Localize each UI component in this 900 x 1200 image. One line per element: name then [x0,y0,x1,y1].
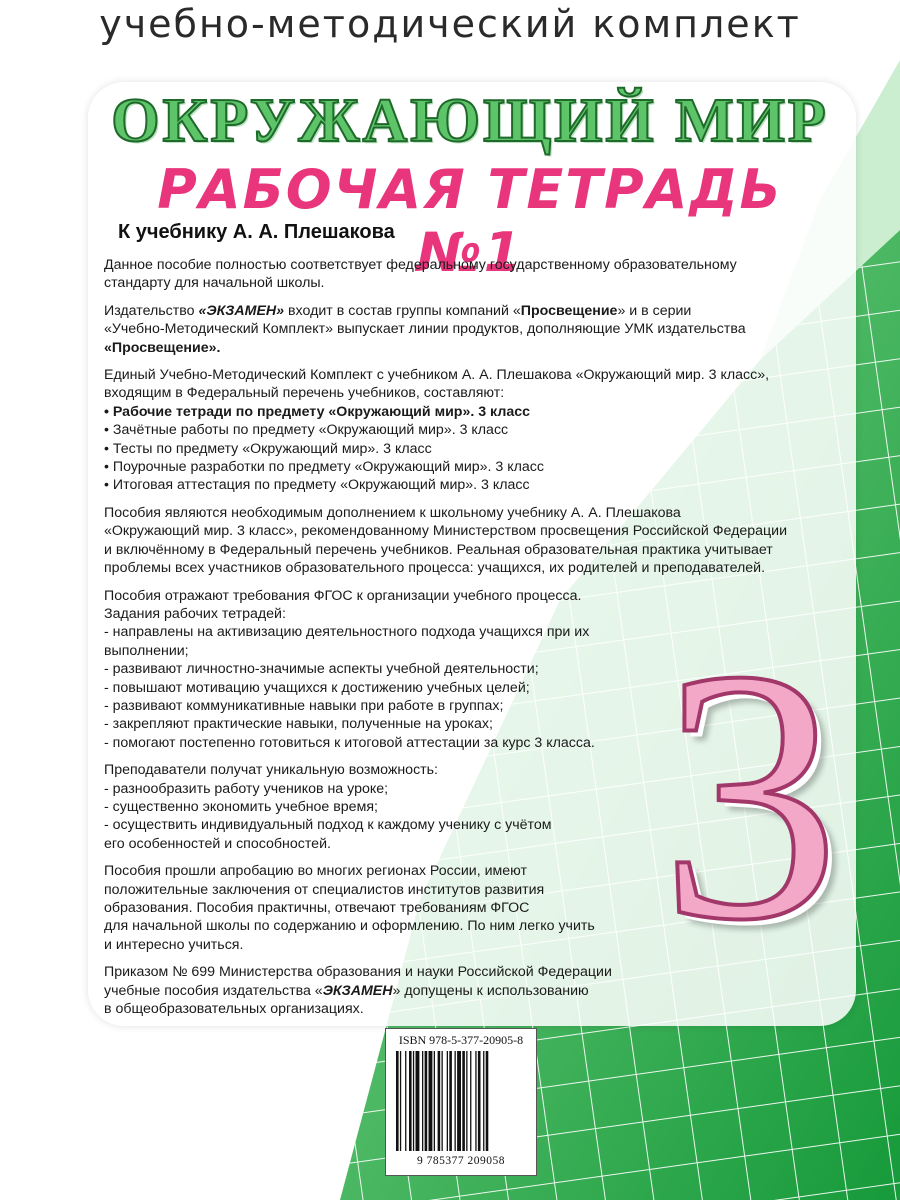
text-line: входящим в Федеральный перечень учебников, составляют: [104,385,505,402]
barcode-icon [394,1051,528,1151]
umk-list-item: • Итоговая аттестация по предмету «Окружающий мир». 3 класс [104,477,530,494]
text-line: выполнении; [104,642,189,659]
umk-list-item: • Поурочные разработки по предмету «Окружающий мир». 3 класс [104,459,544,476]
author-line: К учебнику А. А. Плешакова [118,221,395,243]
text-line: - закрепляют практические навыки, полученные на уроках; [104,716,493,733]
text-line: образования. Пособия практичны, отвечают требованиям ФГОС [104,900,530,916]
paragraph-umk [104,366,844,495]
text-line: - существенно экономить учебное время; [104,798,378,815]
book-subtitle: РАБОЧАЯ ТЕТРАДЬ №1 [157,158,783,284]
text-line: - направлены на активизацию деятельностного подхода учащихся при их [104,624,590,641]
text-line: - развивают коммуникативные навыки при работе в группах; [104,697,504,714]
text-line: Задания рабочих тетрадей: [104,605,286,622]
isbn-barcode-block [385,1028,537,1176]
umk-list-item: • Тесты по предмету «Окружающий мир». 3 класс [104,440,432,457]
text-line: стандарту для начальной школы. [104,275,325,292]
text-line: Данное пособие полностью соответствует федеральному государственному образовательному [104,257,737,273]
paragraph-standard [104,256,844,293]
text-line: Приказом № 699 Министерства образования и науки Российской Федерации [104,964,612,981]
paragraph-recommendation [104,504,844,578]
text-line: «Учебно-Методический Комплект» выпускает линии продуктов, дополняющие УМК издательства [104,321,746,338]
text-line: Издательство «ЭКЗАМЕН» входит в состав группы компаний «Просвещение» и в серии [104,302,692,319]
text-line: Преподаватели получат уникальную возможность: [104,762,438,779]
text-line: - осуществить индивидуальный подход к каждому ученику с учётом [104,817,552,834]
grade-number: 3 [660,595,840,994]
text-line: «Просвещение». [104,339,221,356]
text-line: его особенностей и способностей. [104,835,331,852]
text-line: Пособия прошли апробацию во многих регионах России, имеют [104,863,527,880]
text-line: учебные пособия издательства «ЭКЗАМЕН» допущены к использованию [104,982,589,999]
umk-list-item: • Зачётные работы по предмету «Окружающий мир». 3 класс [104,422,509,439]
series-header: учебно-методический комплект [99,2,801,46]
text-line: - разнообразить работу учеников на уроке; [104,780,389,797]
barcode-digits: 9 785377 209058 [417,1155,505,1167]
text-line: положительные заключения от специалистов институтов развития [104,881,545,898]
umk-list-item: • Рабочие тетради по предмету «Окружающий мир». 3 класс [104,403,531,420]
text-line: - помогают постепенно готовиться к итоговой аттестации за курс 3 класса. [104,734,595,751]
text-line: Пособия являются необходимым дополнением к школьному учебнику А. А. Плешакова [104,504,681,521]
text-line: Единый Учебно-Методический Комплект с учебником А. А. Плешакова «Окружающий мир. 3 класс», [104,367,770,384]
text-line: и интересно учиться. [104,936,244,953]
text-line: в общеобразовательных организациях. [104,1001,364,1018]
text-line: и включённому в Федеральный перечень учебников. Реальная образовательная практика учитывает [104,541,773,558]
paragraph-publisher [104,302,844,357]
text-line: для начальной школы по содержанию и оформлению. По ним легко учить [104,918,595,935]
text-line: Пособия отражают требования ФГОС к организации учебного процесса. [104,587,582,604]
text-line: - развивают личностно-значимые аспекты учебной деятельности; [104,661,539,678]
text-line: - повышают мотивацию учащихся к достижению учебных целей; [104,679,530,696]
isbn-label: ISBN 978-5-377-20905-8 [398,1033,524,1047]
text-line: проблемы всех участников образовательного процесса: учащихся, их родителей и преподавателей. [104,560,766,577]
book-title: ОКРУЖАЮЩИЙ МИР [111,87,829,155]
text-line: «Окружающий мир. 3 класс», рекомендованному Министерством просвещения Российской Федерации [104,523,788,540]
